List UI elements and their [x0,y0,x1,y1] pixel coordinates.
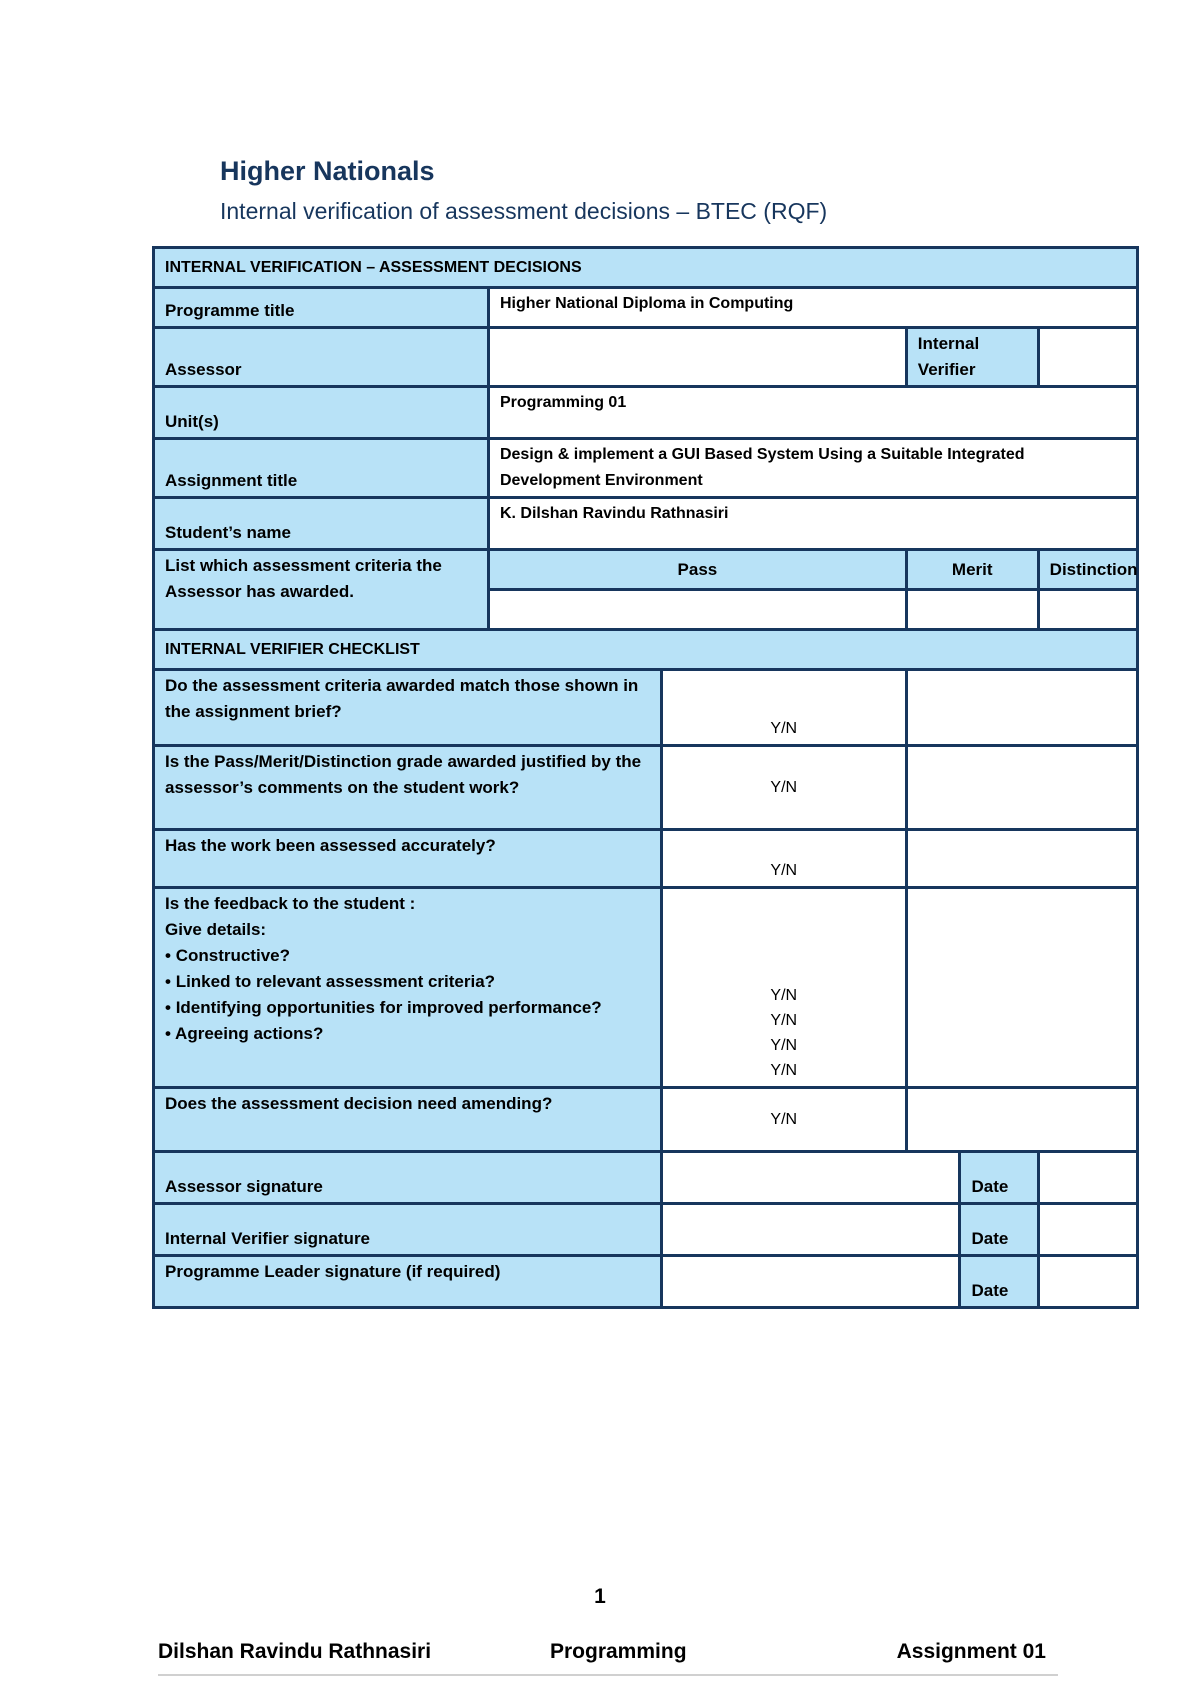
student-name-label: Student’s name [154,498,489,550]
programme-leader-date-field[interactable] [1038,1256,1137,1308]
grade-pass-header: Pass [488,550,906,590]
feedback-comment[interactable] [906,888,1137,1088]
footer-module: Programming [550,1640,687,1663]
programme-leader-signature-label: Programme Leader signature (if required) [154,1256,662,1308]
checklist-comment[interactable] [906,746,1137,830]
units-value[interactable]: Programming 01 [488,387,1137,439]
programme-leader-signature-field[interactable] [661,1256,960,1308]
footer-author: Dilshan Ravindu Rathnasiri [158,1640,432,1663]
feedback-answers [661,888,906,1088]
page-number: 1 [594,1585,606,1608]
feedback-answer[interactable]: Y/N [770,987,798,1004]
assessor-signature-field[interactable] [661,1152,960,1204]
checklist-answer[interactable]: Y/N [661,670,906,746]
units-label: Unit(s) [154,387,489,439]
verification-form [152,246,1139,1309]
programme-title-value[interactable]: Higher National Diploma in Computing [488,288,1137,328]
assessor-date-label: Date [960,1152,1038,1204]
internal-verifier-field[interactable] [1038,328,1137,387]
grade-merit-field[interactable] [906,590,1038,630]
section-verifier-checklist: INTERNAL VERIFIER CHECKLIST [154,630,1138,670]
checklist-question: Do the assessment criteria awarded match those shown in the assignment brief? [154,670,662,746]
list-item: • Identifying opportunities for improved performance? [165,995,650,1021]
internal-verifier-label: Internal Verifier [906,328,1038,387]
page-title: Higher Nationals [220,156,435,186]
feedback-question: Is the feedback to the student : [165,894,416,913]
feedback-question-cell [154,888,662,1088]
checklist-comment[interactable] [906,830,1137,888]
list-item: • Agreeing actions? [165,1021,650,1047]
feedback-criteria-list [165,943,650,1047]
page-subtitle: Internal verification of assessment decisions – BTEC (RQF) [220,198,828,224]
programme-leader-date-label: Date [960,1256,1038,1308]
student-name-value[interactable]: K. Dilshan Ravindu Rathnasiri [488,498,1137,550]
section-assessment-decisions: INTERNAL VERIFICATION – ASSESSMENT DECISIONS [154,248,1138,288]
assessor-field[interactable] [488,328,906,387]
assignment-title-label: Assignment title [154,439,489,498]
grade-distinction-field[interactable] [1038,590,1137,630]
list-item: • Constructive? [165,943,650,969]
programme-title-label: Programme title [154,288,489,328]
internal-verifier-signature-label: Internal Verifier signature [154,1204,662,1256]
feedback-answer[interactable]: Y/N [770,1062,798,1079]
grade-pass-field[interactable] [488,590,906,630]
feedback-answer[interactable]: Y/N [770,1012,798,1029]
checklist-question: Is the Pass/Merit/Distinction grade awarded justified by the assessor’s comments on the student work? [154,746,662,830]
feedback-give-details: Give details: [165,920,267,939]
checklist-answer[interactable]: Y/N [661,830,906,888]
amending-answer[interactable]: Y/N [661,1088,906,1152]
internal-verifier-signature-field[interactable] [661,1204,960,1256]
footer-assignment: Assignment 01 [896,1640,1046,1663]
list-item: • Linked to relevant assessment criteria? [165,969,650,995]
assignment-title-value[interactable]: Design & implement a GUI Based System Using a Suitable Integrated Development Environment [488,439,1137,498]
criteria-awarded-label: List which assessment criteria the Assessor has awarded. [154,550,489,630]
grade-distinction-header: Distinction [1038,550,1137,590]
checklist-answer[interactable]: Y/N [661,746,906,830]
checklist-comment[interactable] [906,670,1137,746]
amending-comment[interactable] [906,1088,1137,1152]
assessor-label: Assessor [154,328,489,387]
amending-question: Does the assessment decision need amending? [154,1088,662,1152]
internal-verifier-date-field[interactable] [1038,1204,1137,1256]
feedback-answer[interactable]: Y/N [770,1037,798,1054]
grade-merit-header: Merit [906,550,1038,590]
assessor-date-field[interactable] [1038,1152,1137,1204]
internal-verifier-date-label: Date [960,1204,1038,1256]
checklist-question: Has the work been assessed accurately? [154,830,662,888]
assessor-signature-label: Assessor signature [154,1152,662,1204]
page-footer [158,1640,1058,1676]
